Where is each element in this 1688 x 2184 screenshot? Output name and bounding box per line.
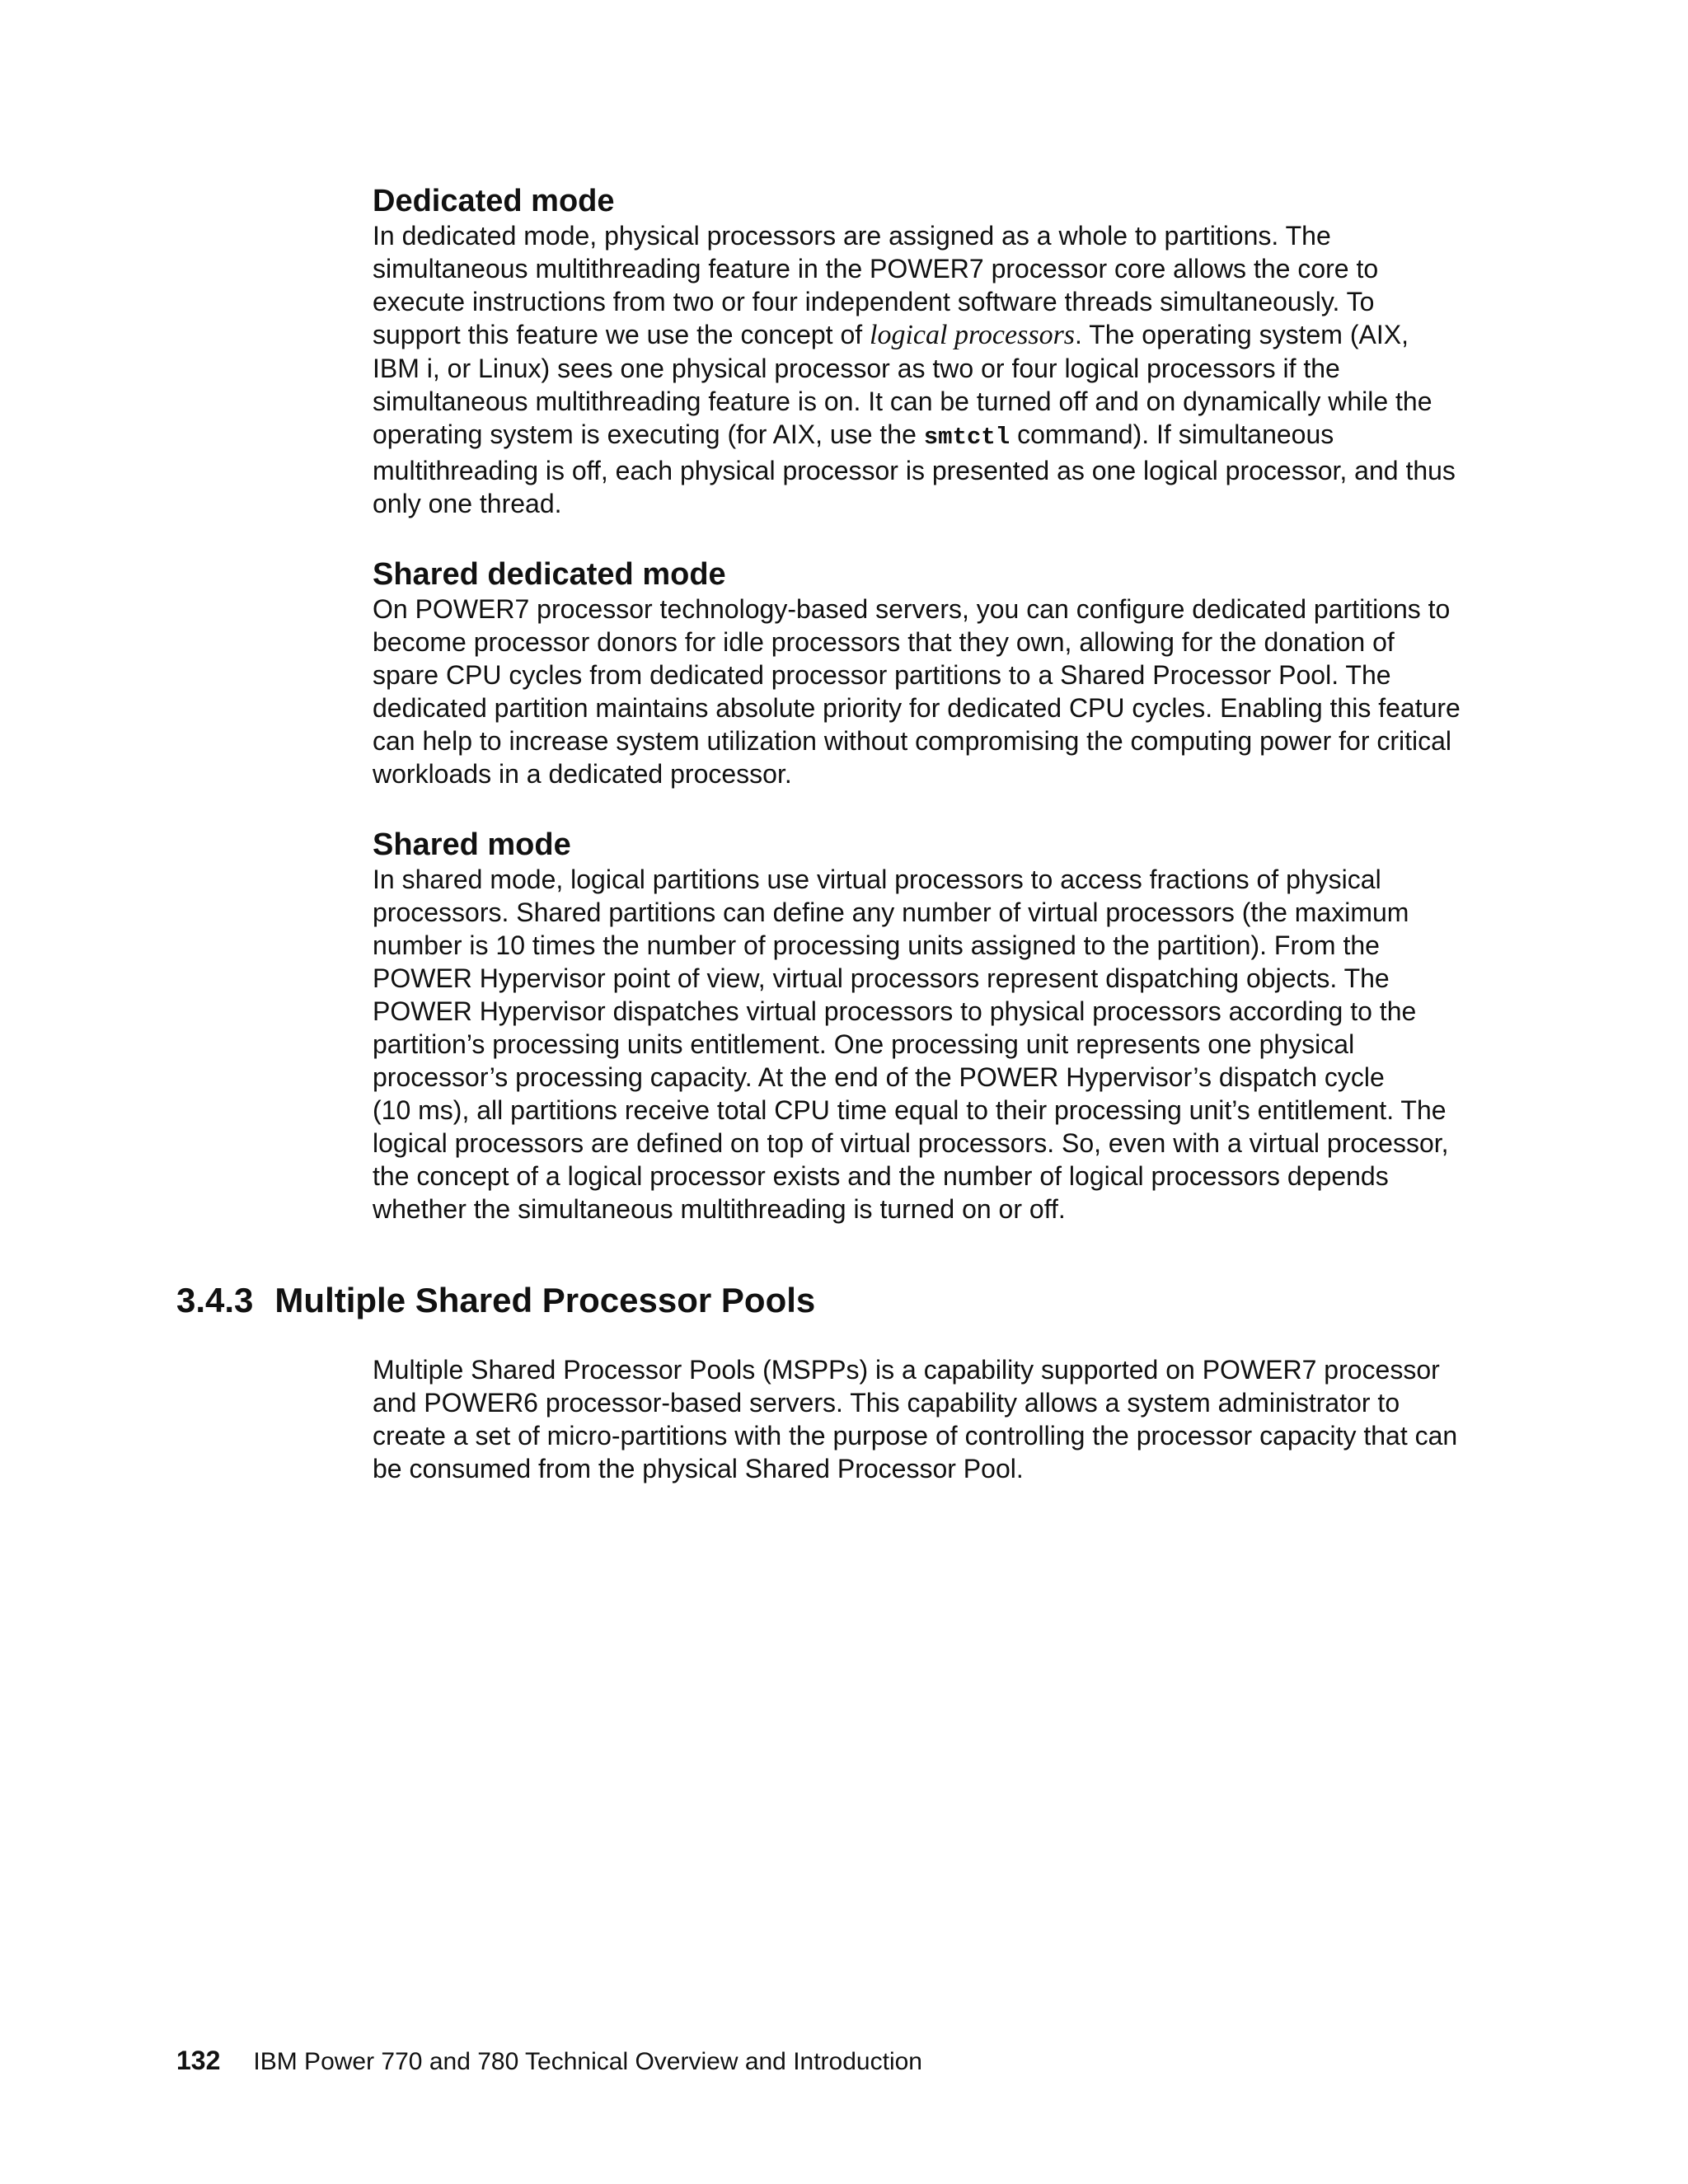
section-number: 3.4.3: [176, 1281, 254, 1319]
text-line: only one thread.: [373, 489, 562, 518]
page-content: [373, 183, 1510, 1226]
text-line: In shared mode, logical partitions use virtual processors to access fractions of physical: [373, 865, 1381, 894]
text-line: spare CPU cycles from dedicated processor partitions to a Shared Processor Pool. The: [373, 660, 1391, 690]
section-shared-dedicated-mode: [373, 556, 1510, 790]
paragraph-shared-mode: [373, 863, 1510, 1226]
text-fragment: . The operating system (AIX,: [1075, 320, 1409, 349]
term-logical-processors: logical processors: [870, 320, 1076, 350]
subheading-dedicated-mode: Dedicated mode: [373, 184, 615, 218]
text-line: number is 10 times the number of processing units assigned to the partition). From the: [373, 930, 1380, 960]
section-dedicated-mode: [373, 183, 1510, 520]
paragraph-shared-dedicated-mode: [373, 593, 1510, 790]
text-line: execute instructions from two or four independent software threads simultaneously. To: [373, 287, 1375, 316]
text-line: POWER Hypervisor point of view, virtual processors represent dispatching objects. The: [373, 963, 1390, 993]
text-line: simultaneous multithreading feature is on. It can be turned off and on dynamically while the: [373, 387, 1432, 416]
text-line: and POWER6 processor-based servers. This capability allows a system administrator to: [373, 1388, 1400, 1418]
text-line: simultaneous multithreading feature in the POWER7 processor core allows the core to: [373, 254, 1379, 284]
text-line: logical processors are defined on top of virtual processors. So, even with a virtual processor,: [373, 1128, 1449, 1158]
text-line: multithreading is off, each physical processor is presented as one logical processor, and thus: [373, 456, 1456, 485]
page-footer: [176, 2044, 922, 2079]
page-number: 132: [176, 2046, 221, 2075]
section-heading-3-4-3: [176, 1280, 815, 1321]
text-line: [373, 318, 1510, 352]
text-line: become processor donors for idle processors that they own, allowing for the donation of: [373, 627, 1395, 657]
text-line: In dedicated mode, physical processors are assigned as a whole to partitions. The: [373, 221, 1331, 251]
text-line: be consumed from the physical Shared Processor Pool.: [373, 1454, 1024, 1483]
text-line: workloads in a dedicated processor.: [373, 759, 792, 789]
text-line: On POWER7 processor technology-based servers, you can configure dedicated partitions to: [373, 594, 1451, 624]
text-line: processor’s processing capacity. At the end of the POWER Hypervisor’s dispatch cycle: [373, 1062, 1385, 1092]
text-line: POWER Hypervisor dispatches virtual processors to physical processors according to the: [373, 996, 1417, 1026]
subheading-shared-mode: Shared mode: [373, 827, 571, 862]
text-fragment: support this feature we use the concept of: [373, 320, 870, 349]
command-smtctl: smtctl: [923, 424, 1010, 451]
text-line: Multiple Shared Processor Pools (MSPPs) is a capability supported on POWER7 processor: [373, 1355, 1440, 1385]
text-line: partition’s processing units entitlement. One processing unit represents one physical: [373, 1029, 1355, 1059]
text-line: whether the simultaneous multithreading is turned on or off.: [373, 1194, 1066, 1224]
section-shared-mode: [373, 827, 1510, 1226]
text-line: create a set of micro-partitions with the purpose of controlling the processor capacity that can: [373, 1421, 1458, 1451]
text-fragment: command). If simultaneous: [1010, 419, 1334, 449]
section-title: Multiple Shared Processor Pools: [274, 1281, 816, 1319]
book-title: IBM Power 770 and 780 Technical Overview and Introduction: [253, 2048, 922, 2075]
text-line: can help to increase system utilization without compromising the computing power for critical: [373, 726, 1452, 756]
text-line: dedicated partition maintains absolute priority for dedicated CPU cycles. Enabling this feature: [373, 693, 1461, 723]
text-line: processors. Shared partitions can define any number of virtual processors (the maximum: [373, 898, 1409, 927]
text-line: (10 ms), all partitions receive total CPU time equal to their processing unit’s entitlement. The: [373, 1095, 1447, 1125]
text-line: IBM i, or Linux) sees one physical processor as two or four logical processors if the: [373, 354, 1340, 383]
text-line: the concept of a logical processor exists and the number of logical processors depends: [373, 1161, 1389, 1191]
paragraph-mspp: [373, 1353, 1510, 1485]
subheading-shared-dedicated-mode: Shared dedicated mode: [373, 557, 726, 592]
text-line: [373, 418, 1510, 454]
paragraph-dedicated-mode: [373, 219, 1510, 520]
text-fragment: operating system is executing (for AIX, use the: [373, 419, 924, 449]
